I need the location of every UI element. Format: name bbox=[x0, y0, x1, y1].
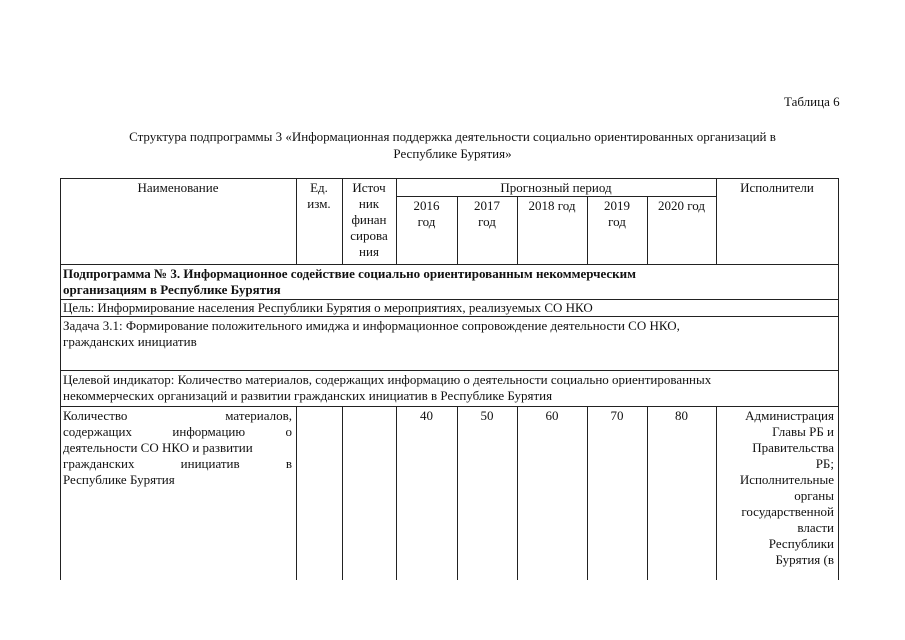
value-2019: 70 bbox=[610, 408, 624, 423]
subprogram-row bbox=[63, 266, 835, 298]
table-number-label: Таблица 6 bbox=[784, 94, 840, 109]
header-year bbox=[396, 198, 457, 230]
header-source-line: Источ bbox=[352, 180, 386, 195]
header-executors: Исполнители bbox=[740, 180, 814, 195]
executor-line: РБ; bbox=[815, 456, 834, 471]
data-row-executors bbox=[716, 408, 838, 568]
header-forecast-period: Прогнозный период bbox=[500, 180, 612, 195]
word: о bbox=[285, 424, 292, 439]
data-name-line bbox=[63, 456, 292, 472]
header-name: Наименование bbox=[137, 180, 219, 195]
value-2020: 80 bbox=[675, 408, 688, 423]
header-source-line: финан bbox=[351, 212, 387, 227]
executor-line: Администрация bbox=[745, 408, 834, 423]
word: содержащих bbox=[63, 424, 132, 439]
header-funding-source bbox=[342, 180, 396, 260]
executor-line: Правительства bbox=[752, 440, 834, 455]
header-year-line: год bbox=[417, 214, 436, 229]
data-name-line bbox=[63, 424, 292, 440]
executor-line: органы bbox=[794, 488, 834, 503]
header-unit-line: Ед. bbox=[310, 180, 328, 195]
executor-line: Республики bbox=[768, 536, 834, 551]
indicator-line: Целевой индикатор: Количество материалов, содержащих информацию о деятельности социально ориентированных bbox=[63, 372, 712, 387]
value-2016: 40 bbox=[420, 408, 433, 423]
task-row bbox=[63, 318, 835, 350]
header-year-line: 2018 год bbox=[528, 198, 576, 213]
executor-line: власти bbox=[797, 520, 834, 535]
header-year-line: 2019 bbox=[604, 198, 630, 213]
subprogram-line: организациям в Республике Бурятия bbox=[63, 282, 281, 297]
header-source-line: сирова bbox=[350, 228, 388, 243]
value-2017: 50 bbox=[480, 408, 494, 423]
subprogram-line: Подпрограмма № 3. Информационное содействие социально ориентированным некоммерческим bbox=[63, 266, 637, 281]
header-year-line: 2016 bbox=[413, 198, 440, 213]
value-2018: 60 bbox=[545, 408, 559, 423]
document-title-line: Структура подпрограммы 3 «Информационная поддержка деятельности социально ориентированных организаций в bbox=[129, 129, 776, 144]
word: гражданских bbox=[63, 456, 135, 471]
executor-line: Исполнительные bbox=[739, 472, 834, 487]
header-year-line: 2017 bbox=[474, 198, 500, 213]
word: Количество bbox=[63, 408, 128, 423]
data-row-name bbox=[63, 408, 292, 488]
header-year-line: год bbox=[608, 214, 626, 229]
indicator-line: некоммерческих организаций и развитии гражданских инициатив в Республике Бурятия bbox=[63, 388, 553, 403]
data-name-line: Республике Бурятия bbox=[63, 472, 175, 487]
header-year-line: год bbox=[478, 214, 496, 229]
goal-row: Цель: Информирование населения Республики Бурятия о мероприятиях, реализуемых СО НКО bbox=[63, 300, 593, 315]
header-year bbox=[457, 198, 517, 230]
document-title-line: Республике Бурятия» bbox=[393, 146, 512, 161]
header-unit-line: изм. bbox=[307, 196, 331, 211]
indicator-row bbox=[63, 372, 835, 404]
task-line: Задача 3.1: Формирование положительного имиджа и информационное сопровождение деятельности СО НКО, bbox=[63, 318, 680, 333]
word: информацию bbox=[172, 424, 246, 439]
header-source-line: ния bbox=[359, 244, 379, 259]
header-year bbox=[647, 198, 716, 214]
header-year bbox=[517, 198, 587, 214]
executor-line: Бурятия (в bbox=[775, 552, 834, 567]
word: в bbox=[285, 456, 292, 471]
header-year bbox=[587, 198, 647, 230]
header-year-line: 2020 год bbox=[658, 198, 705, 213]
data-name-line bbox=[63, 408, 292, 424]
executor-line: Главы РБ и bbox=[772, 424, 834, 439]
word: материалов, bbox=[225, 408, 292, 423]
header-unit bbox=[296, 180, 342, 212]
header-source-line: ник bbox=[358, 196, 380, 211]
data-name-line: деятельности СО НКО и развитии bbox=[63, 440, 253, 455]
word: инициатив bbox=[180, 456, 240, 471]
task-line: гражданских инициатив bbox=[63, 334, 197, 349]
document-title bbox=[60, 128, 845, 162]
executor-line: государственной bbox=[741, 504, 834, 519]
